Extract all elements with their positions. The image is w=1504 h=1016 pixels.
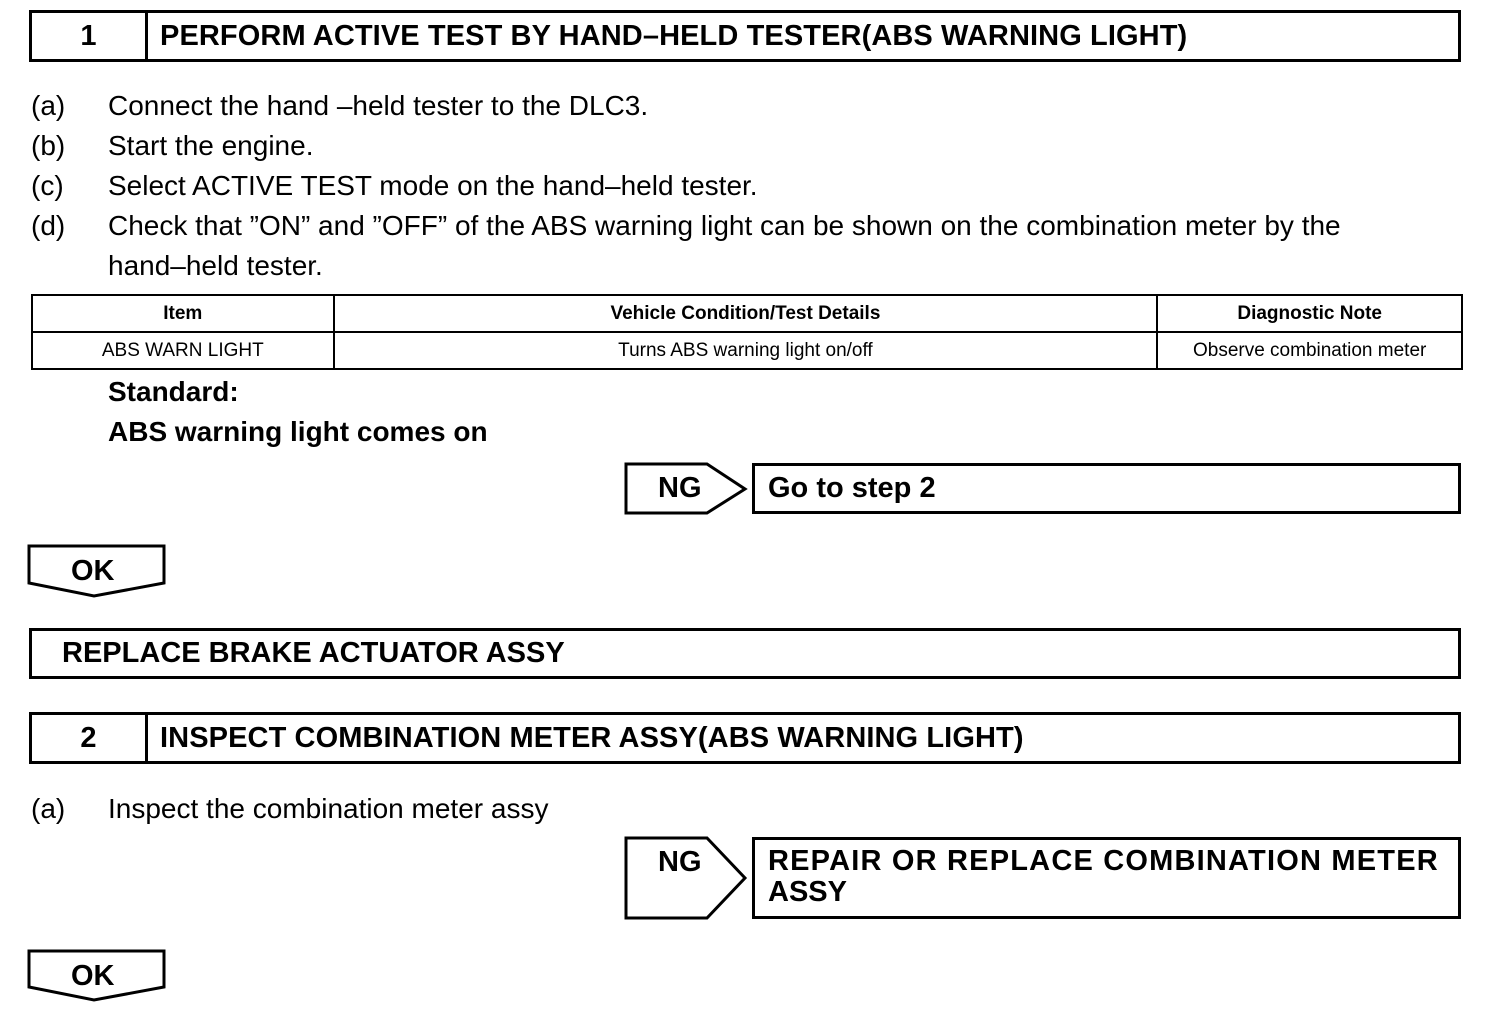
instruction-a: [0, 789, 1504, 829]
instruction-text: Start the engine.: [108, 130, 314, 161]
ok-label: OK: [71, 960, 115, 992]
ng-action-text: Go to step 2: [768, 472, 936, 504]
instruction-text: Connect the hand –held tester to the DLC3.: [108, 90, 649, 121]
step-title: INSPECT COMBINATION METER ASSY(ABS WARNING LIGHT): [160, 721, 1024, 754]
instruction-text: Inspect the combination meter assy: [108, 793, 549, 824]
ok-action-box: [29, 628, 1461, 679]
ng-label: NG: [658, 846, 702, 878]
step-2-header: [29, 712, 1461, 764]
instruction-text: Select ACTIVE TEST mode on the hand–held tester.: [108, 170, 758, 201]
ok-label: OK: [71, 555, 115, 587]
standard-value: ABS warning light comes on: [108, 416, 488, 447]
table-cell-note: Observe combination meter: [1157, 332, 1462, 369]
ng-label: NG: [658, 472, 702, 504]
column-header-item: Item: [32, 295, 334, 332]
table-cell-details: Turns ABS warning light on/off: [334, 332, 1158, 369]
column-header-details: Vehicle Condition/Test Details: [334, 295, 1158, 332]
ok-action-text: REPLACE BRAKE ACTUATOR ASSY: [62, 637, 565, 669]
column-header-note: Diagnostic Note: [1157, 295, 1462, 332]
instruction-text: Check that ”ON” and ”OFF” of the ABS warning light can be shown on the combination meter by the: [108, 210, 1341, 241]
instruction-marker: (a): [31, 793, 66, 824]
ng-action-box: [752, 837, 1461, 919]
standard-label: Standard:: [108, 376, 239, 407]
instruction-text-continued: hand–held tester.: [108, 250, 323, 281]
ng-action-text-continued: ASSY: [768, 876, 847, 908]
ng-action-text: REPAIR OR REPLACE COMBINATION METER: [768, 845, 1439, 877]
instruction-marker: (d): [31, 210, 66, 241]
instruction-marker: (b): [31, 130, 66, 161]
step-title: PERFORM ACTIVE TEST BY HAND–HELD TESTER(ABS WARNING LIGHT): [160, 19, 1188, 52]
table-cell-item: ABS WARN LIGHT: [32, 332, 334, 369]
step-number: 2: [32, 715, 148, 761]
step-number: 1: [32, 13, 148, 59]
instruction-marker: (c): [31, 170, 64, 201]
ng-action-box: [752, 463, 1461, 514]
instruction-marker: (a): [31, 90, 66, 121]
